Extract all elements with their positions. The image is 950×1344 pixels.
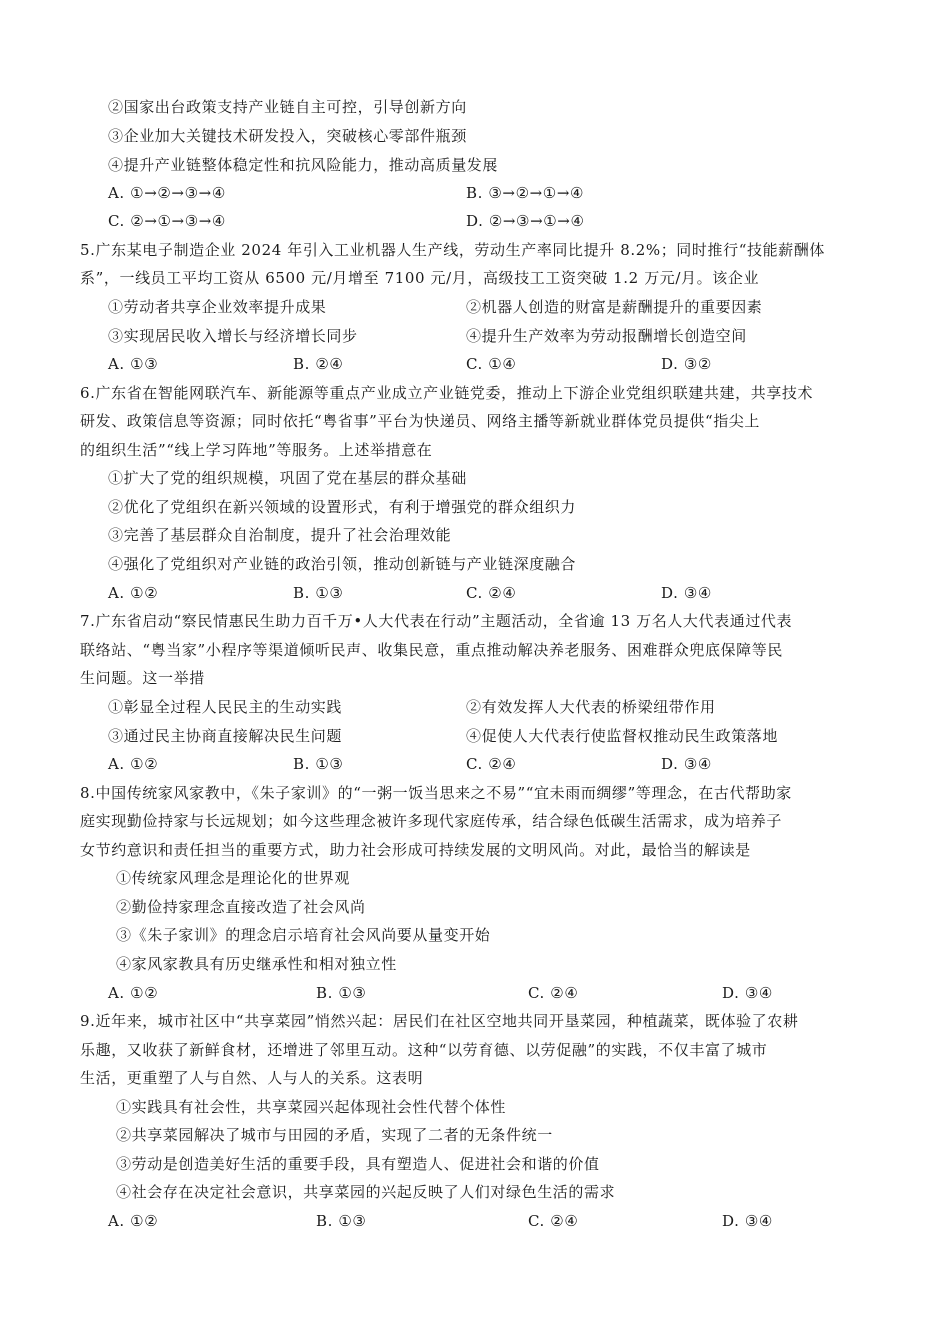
q5-stem-line-2: 系”，一线员工平均工资从 6500 元/月增至 7100 元/月，高级技工工资突破 1.2 万元/月。该企业 bbox=[80, 269, 760, 287]
q7-stem-line-2: 联络站、“粤当家”小程序等渠道倾听民声、收集民意，重点推动解决养老服务、困难群众兜底保障等民 bbox=[80, 641, 783, 659]
q9-stem-line-2: 乐趣，又收获了新鲜食材，还增进了邻里互动。这种“以劳育德、以劳促融”的实践，不仅丰富了城市 bbox=[80, 1041, 768, 1059]
q8-statement-4: ④家风家教具有历史继承性和相对独立性 bbox=[116, 955, 397, 973]
q5-statement-4: ④提升生产效率为劳动报酬增长创造空间 bbox=[466, 327, 747, 345]
q6-statement-2: ②优化了党组织在新兴领域的设置形式，有利于增强党的群众组织力 bbox=[108, 498, 577, 516]
q5-option-c: C. ①④ bbox=[466, 355, 517, 373]
q6-stem-line-1: 6.广东省在智能网联汽车、新能源等重点产业成立产业链党委，推动上下游企业党组织联建共建，共享技术 bbox=[80, 384, 814, 402]
q7-statement-4: ④促使人大代表行使监督权推动民生政策落地 bbox=[466, 727, 779, 745]
q7-stem-line-1: 7.广东省启动“察民情惠民生助力百千万•人大代表在行动”主题活动，全省逾 13 万名人大代表通过代表 bbox=[80, 612, 793, 630]
q9-stem-line-3: 生活，更重塑了人与自然、人与人的关系。这表明 bbox=[80, 1069, 424, 1087]
q6-stem-line-2: 研发、政策信息等资源；同时依托“粤省事”平台为快递员、网络主播等新就业群体党员提供“指尖上 bbox=[80, 412, 761, 430]
q6-option-b: B. ①③ bbox=[293, 584, 344, 602]
q6-statement-3: ③完善了基层群众自治制度，提升了社会治理效能 bbox=[108, 526, 452, 544]
q9-statement-1: ①实践具有社会性，共享菜园兴起体现社会性代替个体性 bbox=[116, 1098, 507, 1116]
q8-option-a: A. ①② bbox=[108, 984, 159, 1002]
q5-statement-2: ②机器人创造的财富是薪酬提升的重要因素 bbox=[466, 298, 763, 316]
q5-option-b: B. ②④ bbox=[293, 355, 344, 373]
q4-option-c: C. ②→①→③→④ bbox=[108, 212, 226, 230]
q5-option-a: A. ①③ bbox=[108, 355, 159, 373]
q5-statement-3: ③实现居民收入增长与经济增长同步 bbox=[108, 327, 358, 345]
q4-statement-4: ④提升产业链整体稳定性和抗风险能力，推动高质量发展 bbox=[108, 156, 499, 174]
q7-statement-2: ②有效发挥人大代表的桥梁纽带作用 bbox=[466, 698, 716, 716]
q4-option-a: A. ①→②→③→④ bbox=[108, 184, 226, 202]
q5-option-d: D. ③② bbox=[661, 355, 712, 373]
q5-statement-1: ①劳动者共享企业效率提升成果 bbox=[108, 298, 327, 316]
q5-stem-line-1: 5.广东某电子制造企业 2024 年引入工业机器人生产线，劳动生产率同比提升 8.2%；同时推行“技能薪酬体 bbox=[80, 241, 825, 259]
q8-statement-3: ③《朱子家训》的理念启示培育社会风尚要从量变开始 bbox=[116, 926, 491, 944]
q7-statement-3: ③通过民主协商直接解决民生问题 bbox=[108, 727, 343, 745]
q8-option-c: C. ②④ bbox=[528, 984, 579, 1002]
q8-statement-2: ②勤俭持家理念直接改造了社会风尚 bbox=[116, 898, 366, 916]
q4-statement-3: ③企业加大关键技术研发投入，突破核心零部件瓶颈 bbox=[108, 127, 467, 145]
q4-option-d: D. ②→③→①→④ bbox=[466, 212, 585, 230]
q8-option-d: D. ③④ bbox=[722, 984, 773, 1002]
q9-option-a: A. ①② bbox=[108, 1212, 159, 1230]
q9-statement-4: ④社会存在决定社会意识，共享菜园的兴起反映了人们对绿色生活的需求 bbox=[116, 1183, 616, 1201]
q9-stem-line-1: 9.近年来，城市社区中“共享菜园”悄然兴起：居民们在社区空地共同开垦菜园，种植蔬菜，既体验了农耕 bbox=[80, 1012, 799, 1030]
q6-stem-line-3: 的组织生活”“线上学习阵地”等服务。上述举措意在 bbox=[80, 441, 433, 459]
q9-statement-3: ③劳动是创造美好生活的重要手段，具有塑造人、促进社会和谐的价值 bbox=[116, 1155, 600, 1173]
q9-option-d: D. ③④ bbox=[722, 1212, 773, 1230]
q7-option-c: C. ②④ bbox=[466, 755, 517, 773]
q7-option-b: B. ①③ bbox=[293, 755, 344, 773]
q7-statement-1: ①彰显全过程人民民主的生动实践 bbox=[108, 698, 343, 716]
q7-option-d: D. ③④ bbox=[661, 755, 712, 773]
q8-stem-line-2: 庭实现勤俭持家与长远规划；如今这些理念被许多现代家庭传承，结合绿色低碳生活需求，成为培养子 bbox=[80, 812, 783, 830]
q6-option-c: C. ②④ bbox=[466, 584, 517, 602]
q6-statement-4: ④强化了党组织对产业链的政治引领，推动创新链与产业链深度融合 bbox=[108, 555, 577, 573]
q7-stem-line-3: 生问题。这一举措 bbox=[80, 669, 205, 687]
q6-option-a: A. ①② bbox=[108, 584, 159, 602]
q6-statement-1: ①扩大了党的组织规模，巩固了党在基层的群众基础 bbox=[108, 469, 467, 487]
q7-option-a: A. ①② bbox=[108, 755, 159, 773]
q4-statement-2: ②国家出台政策支持产业链自主可控，引导创新方向 bbox=[108, 98, 467, 116]
q6-option-d: D. ③④ bbox=[661, 584, 712, 602]
q8-stem-line-1: 8.中国传统家风家教中，《朱子家训》的“一粥一饭当思来之不易”“宜未雨而绸缪”等理念，在古代帮助家 bbox=[80, 784, 792, 802]
q8-stem-line-3: 女节约意识和责任担当的重要方式，助力社会形成可持续发展的文明风尚。对此，最恰当的解读是 bbox=[80, 841, 751, 859]
q4-option-b: B. ③→②→①→④ bbox=[466, 184, 585, 202]
q9-statement-2: ②共享菜园解决了城市与田园的矛盾，实现了二者的无条件统一 bbox=[116, 1126, 553, 1144]
q9-option-b: B. ①③ bbox=[316, 1212, 367, 1230]
q8-option-b: B. ①③ bbox=[316, 984, 367, 1002]
q8-statement-1: ①传统家风理念是理论化的世界观 bbox=[116, 869, 351, 887]
q9-option-c: C. ②④ bbox=[528, 1212, 579, 1230]
